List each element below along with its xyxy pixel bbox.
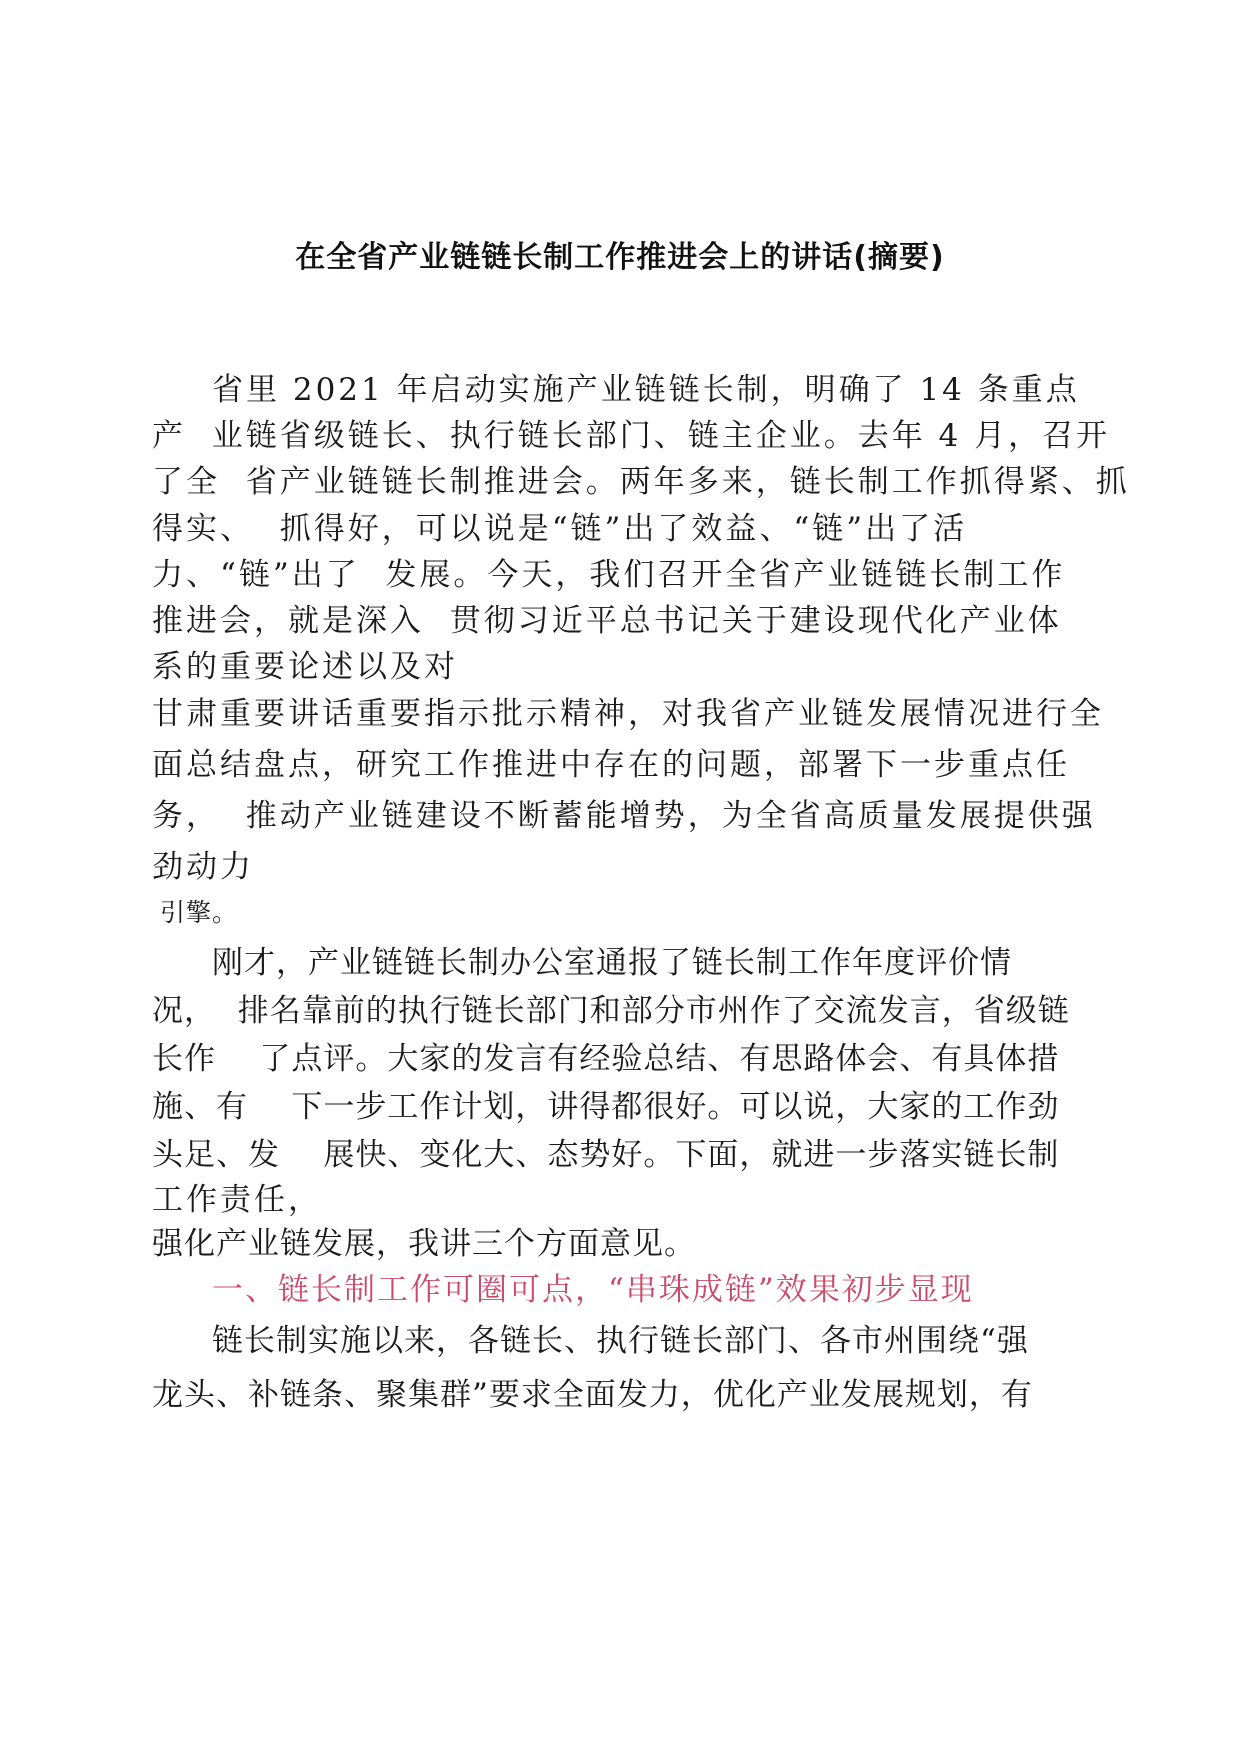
text-line: 务， 推动产业链建设不断蓄能增势，为全省高质量发展提供强 — [152, 798, 1096, 834]
text-line: 龙头、补链条、聚集群”要求全面发力，优化产业发展规划，有 — [152, 1377, 1033, 1413]
text-line: 得实、 抓得好，可以说是“链”出了效益、“链”出了活 — [152, 511, 968, 547]
text-line: 推进会，就是深入 贯彻习近平总书记关于建设现代化产业体 — [152, 603, 1062, 639]
text-line: 头足、发 展快、变化大、态势好。下面，就进一步落实链长制 — [152, 1137, 1060, 1173]
text-line: 甘肃重要讲话重要指示批示精神，对我省产业链发展情况进行全 — [152, 696, 1104, 732]
text-line: 引擎。 — [160, 898, 239, 927]
text-line: 工作责任， — [152, 1182, 322, 1218]
text-line: 长作 了点评。大家的发言有经验总结、有思路体会、有具体措 — [152, 1041, 1060, 1077]
text-line: 况， 排名靠前的执行链长部门和部分市州作了交流发言，省级链 — [152, 993, 1070, 1029]
text-line: 施、有 下一步工作计划，讲得都很好。可以说，大家的工作劲 — [152, 1089, 1060, 1125]
text-line: 力、“链”出了 发展。今天，我们召开全省产业链链长制工作 — [152, 557, 1066, 593]
text-line: 刚才，产业链链长制办公室通报了链长制工作年度评价情 — [212, 945, 1012, 981]
text-line: 产 业链省级链长、执行链长部门、链主企业。去年 4 月，召开 — [152, 418, 1111, 454]
text-line: 省里 2021 年启动实施产业链链长制，明确了 14 条重点 — [212, 372, 1080, 408]
text-line: 链长制实施以来，各链长、执行链长部门、各市州围绕“强 — [212, 1323, 1029, 1359]
text-line: 系的重要论述以及对 — [152, 649, 458, 685]
section-heading: 一、链长制工作可圈可点，“串珠成链”效果初步显现 — [212, 1272, 974, 1308]
text-line: 强化产业链发展，我讲三个方面意见。 — [152, 1226, 696, 1262]
text-line: 面总结盘点，研究工作推进中存在的问题，部署下一步重点任 — [152, 747, 1070, 783]
text-line: 了全 省产业链链长制推进会。两年多来，链长制工作抓得紧、抓 — [152, 464, 1130, 500]
page-title: 在全省产业链链长制工作推进会上的讲话(摘要) — [295, 240, 945, 275]
text-line: 劲动力 — [152, 849, 254, 885]
